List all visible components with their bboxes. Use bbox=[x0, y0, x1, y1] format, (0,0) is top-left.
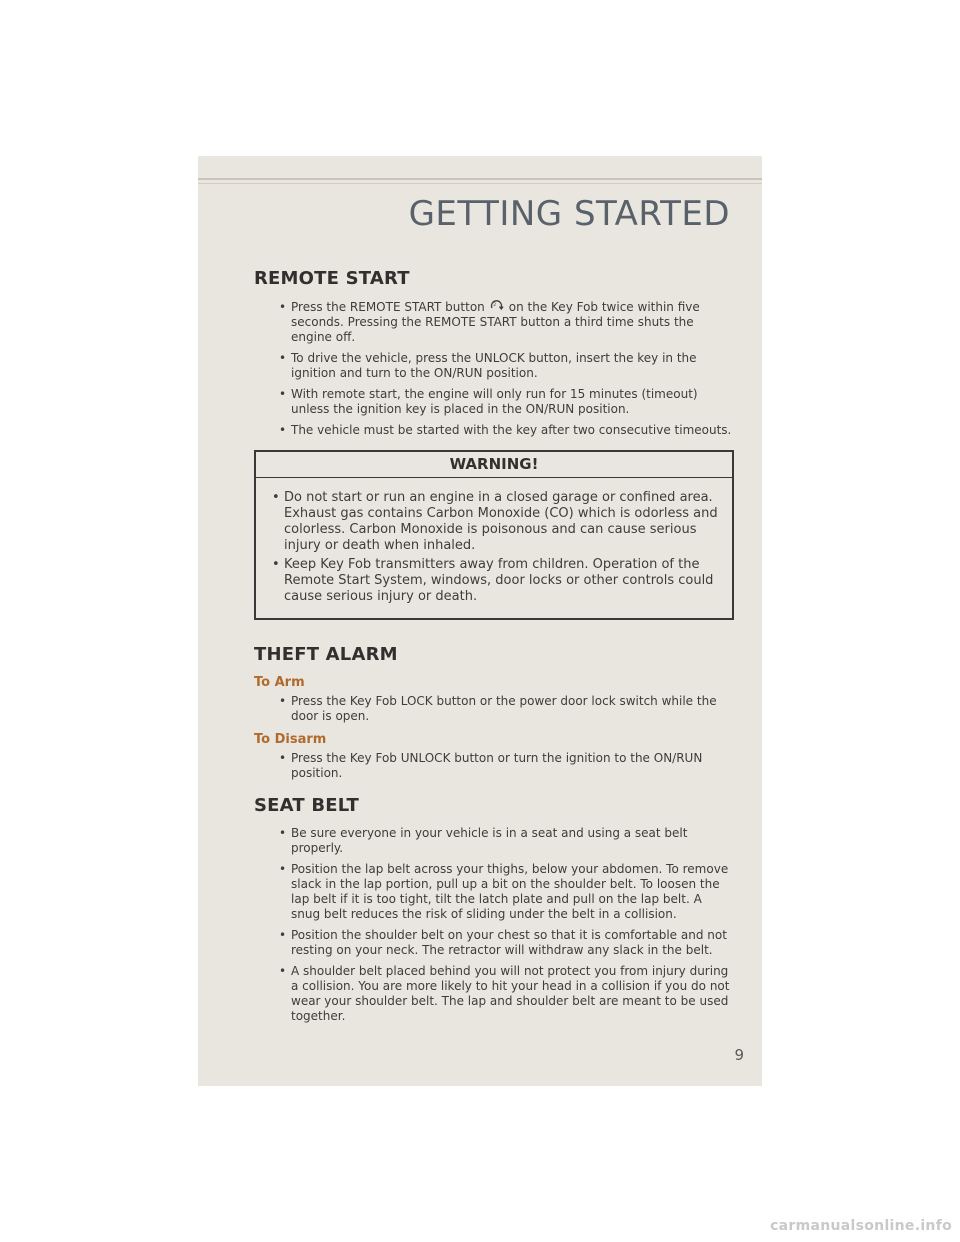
list-item: • Press the Key Fob LOCK button or the power door lock switch while the door is open. bbox=[279, 694, 734, 724]
remote-start-list bbox=[254, 299, 734, 438]
warning-title: WARNING! bbox=[256, 452, 732, 478]
list-item-text: Press the REMOTE START button bbox=[291, 300, 485, 314]
remote-start-section bbox=[254, 268, 734, 438]
to-disarm-list bbox=[254, 751, 734, 781]
header-rule bbox=[198, 178, 762, 180]
list-item: • Press the Key Fob UNLOCK button or turn the ignition to the ON/RUN position. bbox=[279, 751, 734, 781]
warning-box bbox=[254, 450, 734, 620]
page-content bbox=[254, 268, 734, 1030]
remote-start-heading: REMOTE START bbox=[254, 268, 410, 289]
list-item: • Position the shoulder belt on your chest so that it is comfortable and not resting on your neck. The retractor will withdraw any slack in the belt. bbox=[279, 928, 734, 958]
seat-belt-list bbox=[254, 826, 734, 1024]
list-item: • Keep Key Fob transmitters away from children. Operation of the Remote Start System, windows, door locks or other controls could cause serious injury or death. bbox=[272, 557, 722, 605]
section-title: GETTING STARTED bbox=[408, 194, 730, 234]
warning-list bbox=[256, 478, 732, 618]
list-item-text: on the Key Fob twice within five seconds. Pressing the REMOTE START button a third time shuts the engine off. bbox=[291, 300, 700, 344]
list-item: • To drive the vehicle, press the UNLOCK button, insert the key in the ignition and turn to the ON/RUN position. bbox=[279, 351, 734, 381]
list-item: • Do not start or run an engine in a closed garage or confined area. Exhaust gas contains Carbon Monoxide (CO) which is odorless and colorless. Carbon Monoxide is poisonous and can cause serious injury or death when inhaled. bbox=[272, 490, 722, 554]
list-item: • A shoulder belt placed behind you will not protect you from injury during a collision. You are more likely to hit your head in a collision if you do not wear your shoulder belt. The lap and shoulder belt are meant to be used together. bbox=[279, 964, 734, 1024]
theft-alarm-section bbox=[254, 644, 734, 781]
seat-belt-section bbox=[254, 795, 734, 1024]
list-item: • With remote start, the engine will only run for 15 minutes (timeout) unless the ignition key is placed in the ON/RUN position. bbox=[279, 387, 734, 417]
manual-page bbox=[198, 156, 762, 1086]
remote-start-icon bbox=[489, 299, 505, 313]
svg-text:2: 2 bbox=[492, 302, 496, 308]
list-item bbox=[279, 299, 734, 345]
to-arm-list bbox=[254, 694, 734, 724]
theft-alarm-heading: THEFT ALARM bbox=[254, 644, 398, 665]
watermark: carmanualsonline.info bbox=[770, 1218, 952, 1234]
page-number: 9 bbox=[734, 1046, 744, 1064]
list-item: • Position the lap belt across your thighs, below your abdomen. To remove slack in the lap portion, pull up a bit on the shoulder belt. To loosen the lap belt if it is too tight, tilt the latch plate and pull on the lap belt. A snug belt reduces the risk of sliding under the belt in a collision. bbox=[279, 862, 734, 922]
to-disarm-subheading: To Disarm bbox=[254, 732, 327, 747]
list-item: • The vehicle must be started with the key after two consecutive timeouts. bbox=[279, 423, 734, 438]
seat-belt-heading: SEAT BELT bbox=[254, 795, 359, 816]
header-rule-thin bbox=[198, 183, 762, 184]
to-arm-subheading: To Arm bbox=[254, 675, 305, 690]
list-item: • Be sure everyone in your vehicle is in a seat and using a seat belt properly. bbox=[279, 826, 734, 856]
